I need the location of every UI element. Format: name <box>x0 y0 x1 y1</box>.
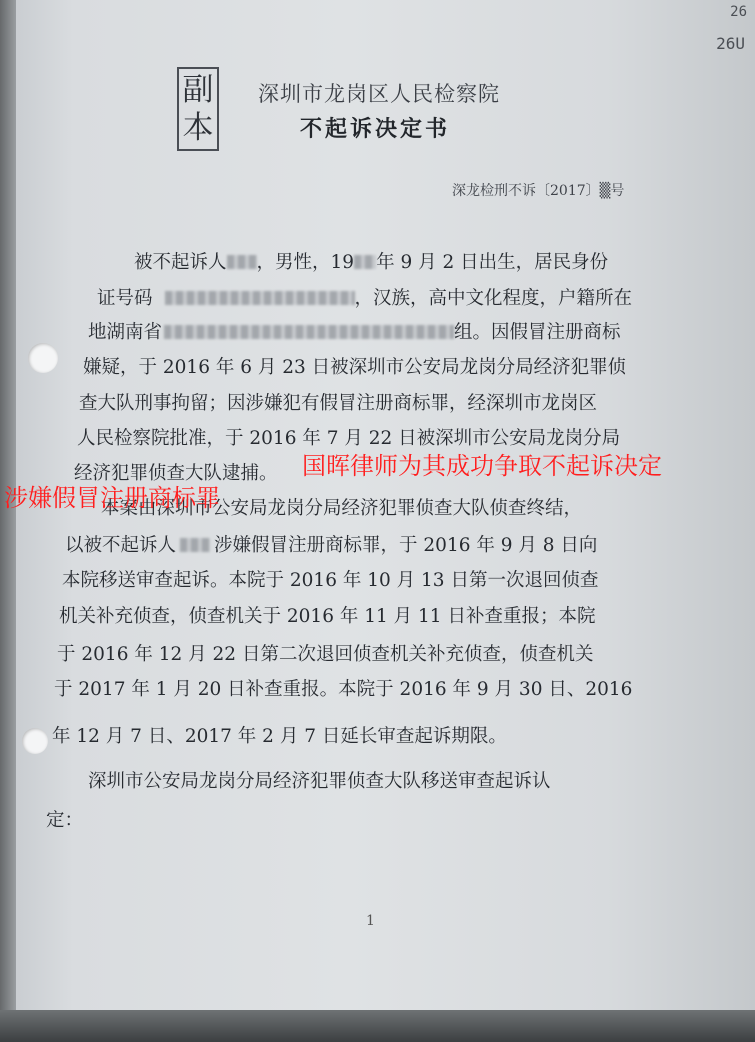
text-segment: 涉嫌假冒注册商标罪，于 2016 年 9 月 8 日向 <box>214 535 598 556</box>
body-line-3 <box>88 318 621 344</box>
body-line-13: 于 2017 年 1 月 20 日补查重报。本院于 2016 年 9 月 30 日、2016 <box>54 679 633 700</box>
redacted-name <box>180 538 210 552</box>
text-segment: 年 9 月 2 日出生，居民身份 <box>376 252 609 273</box>
body-line-1 <box>134 248 608 274</box>
scan-edge-left <box>0 0 16 1042</box>
body-line-4: 嫌疑，于 2016 年 6 月 23 日被深圳市公安局龙岗分局经济犯罪侦 <box>83 357 627 378</box>
text-segment: 地湖南省 <box>88 322 163 343</box>
redacted-address <box>164 325 454 339</box>
text-segment: ，男性，19 <box>256 252 355 273</box>
body-line-6: 人民检察院批准，于 2016 年 7 月 22 日被深圳市公安局龙岗分局 <box>77 428 621 449</box>
page-number-handwritten: 26 <box>730 4 747 20</box>
page-number-stamped: 26U <box>716 34 745 53</box>
body-line-11: 机关补充侦查，侦查机关于 2016 年 11 月 11 日补查重报；本院 <box>59 606 596 627</box>
body-line-8: 本案由深圳市公安局龙岗分局经济犯罪侦查大队侦查终结， <box>101 498 583 519</box>
text-segment: ，汉族，高中文化程度，户籍所在 <box>354 288 633 309</box>
text-segment: 以被不起诉人 <box>65 535 177 556</box>
copy-stamp <box>177 67 219 151</box>
redacted-year <box>354 255 376 269</box>
footer-page-mark: 1 <box>366 913 375 929</box>
watermark-right: 国晖律师为其成功争取不起诉决定 <box>302 452 662 480</box>
body-line-5: 查大队刑事拘留；因涉嫌犯有假冒注册商标罪，经深圳市龙岗区 <box>79 393 598 414</box>
stamp-char-1: 副 <box>182 72 214 108</box>
punch-hole <box>28 343 58 373</box>
redacted-id-number <box>165 291 355 305</box>
text-segment: 组。因假冒注册商标 <box>454 322 621 343</box>
text-segment: 证号码 <box>97 288 153 309</box>
body-line-9 <box>65 531 597 557</box>
body-line-14: 年 12 月 7 日、2017 年 2 月 7 日延长审查起诉期限。 <box>52 726 507 747</box>
stamp-char-2: 本 <box>182 110 214 146</box>
body-line-2 <box>97 284 632 310</box>
watermark-left: 涉嫌假冒注册商标罪 <box>4 484 220 512</box>
body-line-16: 定： <box>46 810 84 831</box>
document-title: 不起诉决定书 <box>300 116 451 142</box>
body-line-12: 于 2016 年 12 月 22 日第二次退回侦查机关补充侦查，侦查机关 <box>57 644 594 665</box>
redacted-name <box>227 255 257 269</box>
issuing-organization: 深圳市龙岗区人民检察院 <box>258 82 500 106</box>
scan-edge-bottom <box>0 1010 755 1042</box>
body-line-7: 经济犯罪侦查大队逮捕。 <box>74 463 278 484</box>
document-number: 深龙检刑不诉〔2017〕▒号 <box>452 183 625 199</box>
text-segment: 被不起诉人 <box>134 252 227 273</box>
body-line-15: 深圳市公安局龙岗分局经济犯罪侦查大队移送审查起诉认 <box>88 771 551 792</box>
document-page <box>14 0 755 1042</box>
body-line-10: 本院移送审查起诉。本院于 2016 年 10 月 13 日第一次退回侦查 <box>62 570 599 591</box>
punch-hole <box>22 728 48 754</box>
